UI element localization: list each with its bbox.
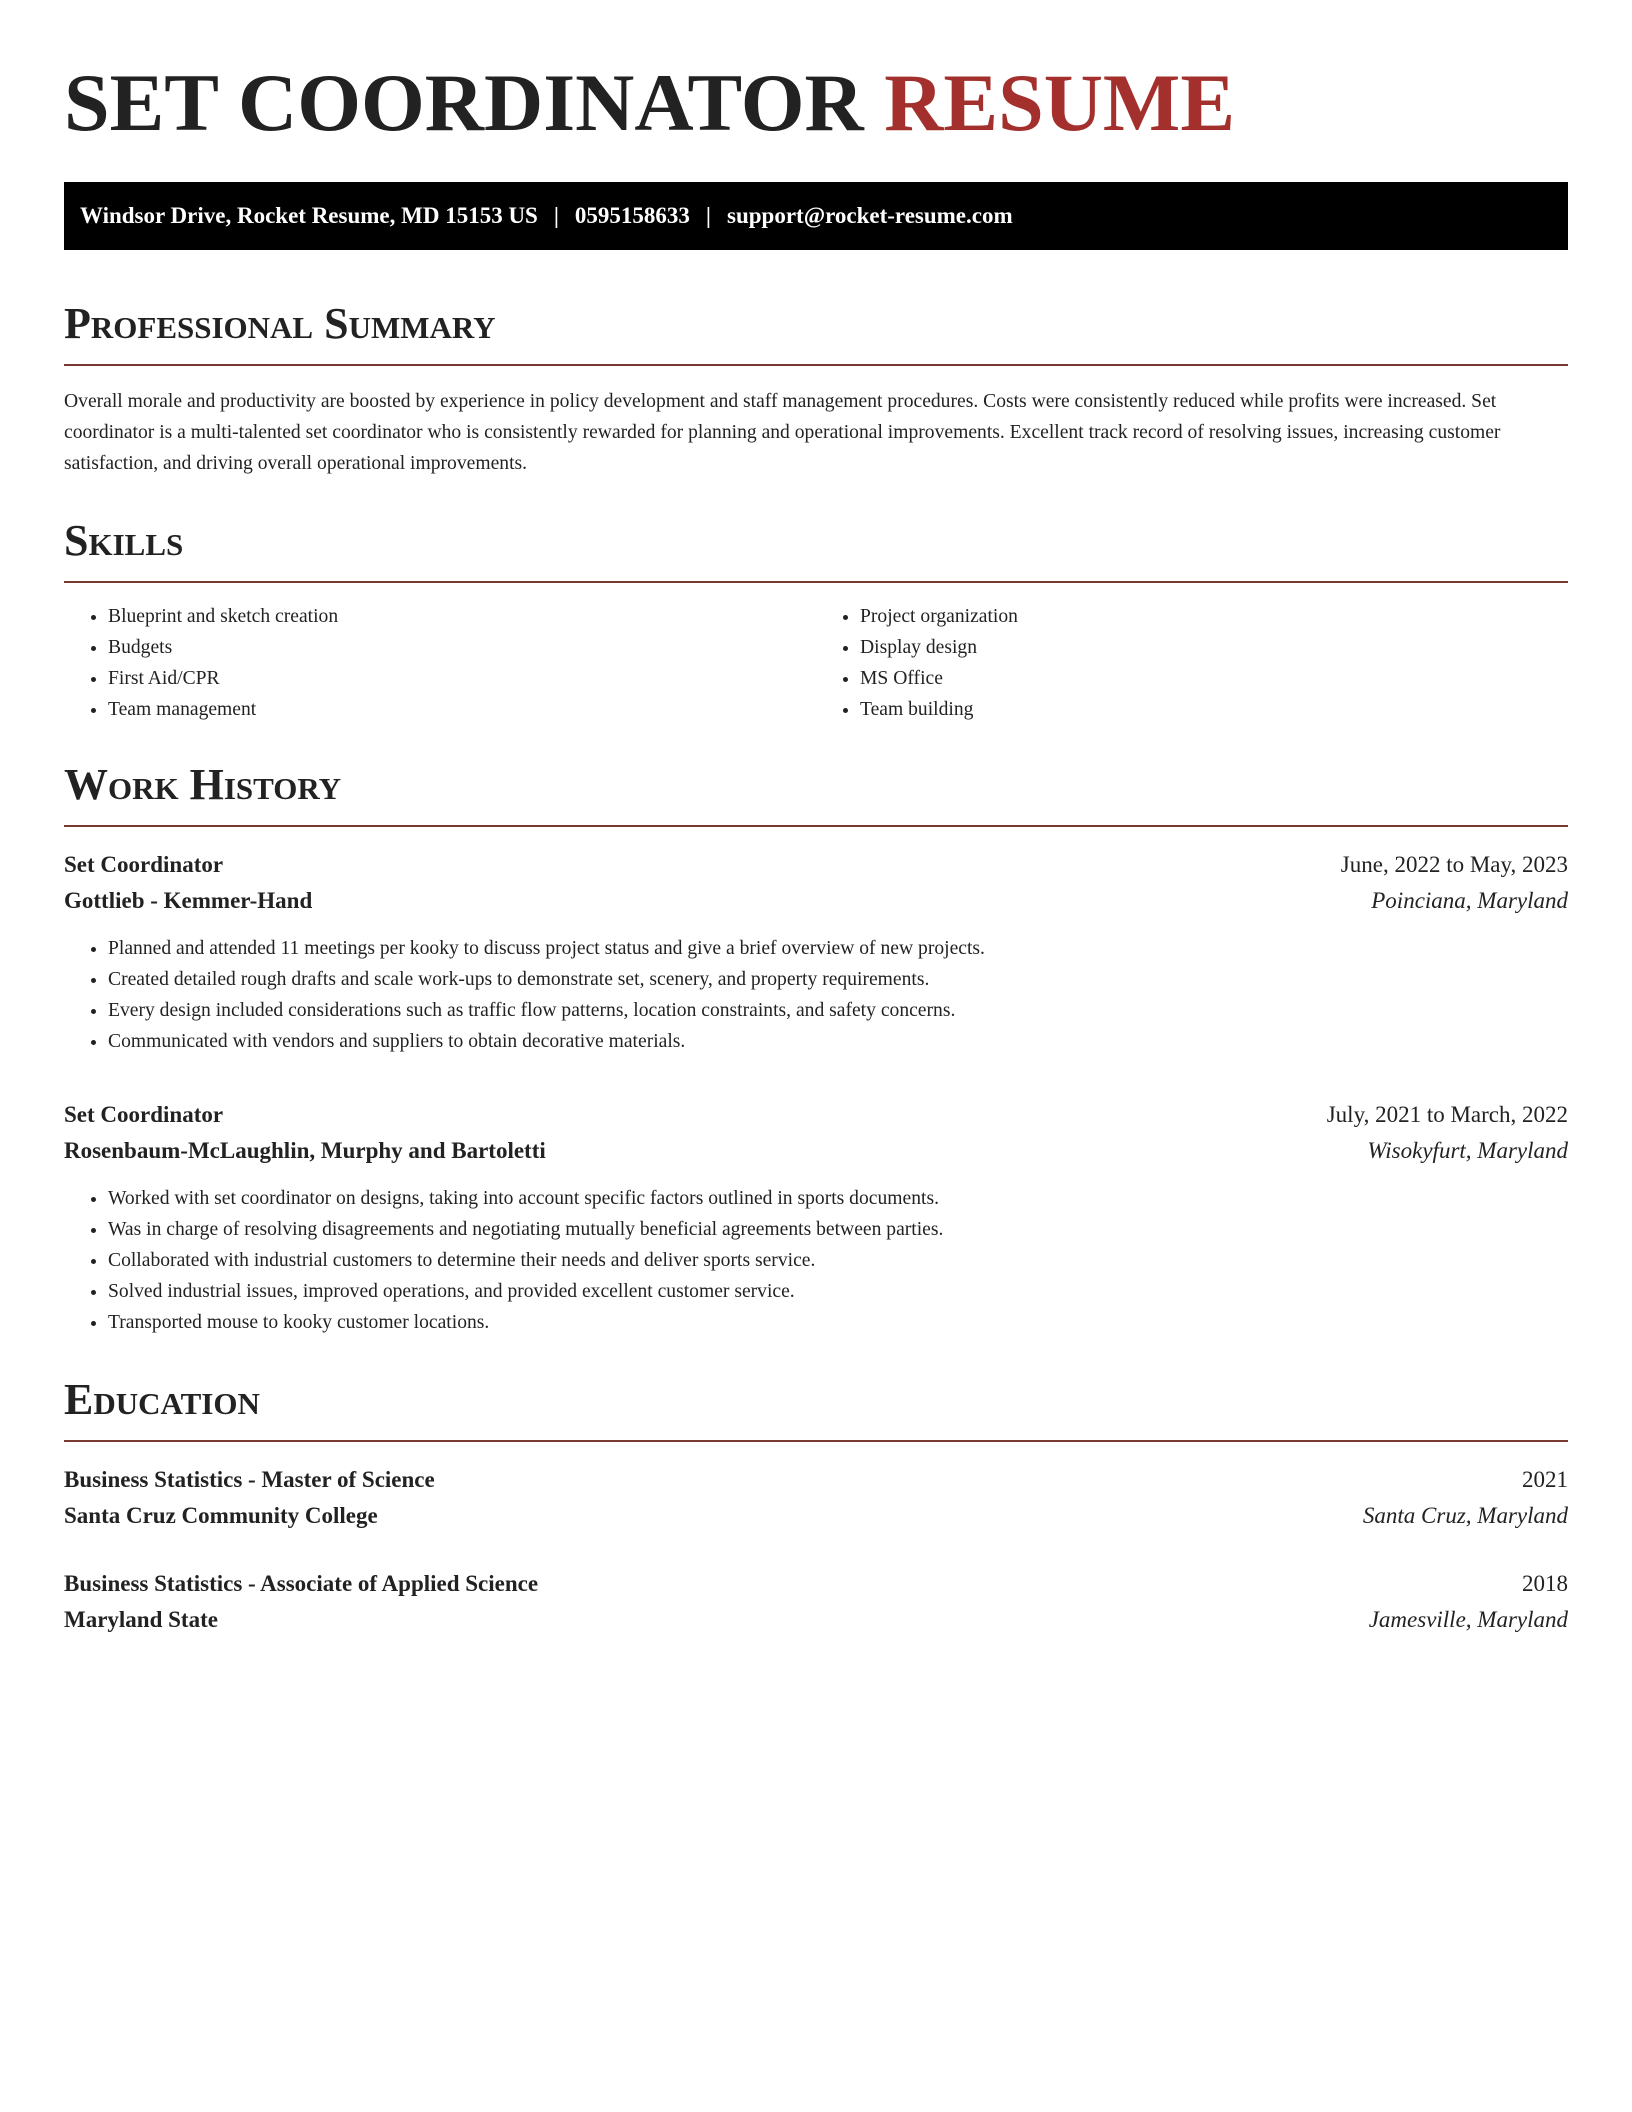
skill-item: • Display design [860,632,1568,663]
skills-section [64,511,1568,725]
resume-title [64,48,1568,158]
job-location: Wisokyfurt, Maryland [1367,1138,1568,1163]
degree-name: Business Statistics - Master of Science [64,1467,435,1492]
skill-item: • Project organization [860,601,1568,632]
job-bullets [64,1183,1568,1338]
skill-item: • Budgets [108,632,816,663]
job-bullet: • Every design included considerations such as traffic flow patterns, location constraints, and safety concerns. [108,995,1568,1026]
education-entry [64,1566,1568,1638]
work-history-heading: Work History [64,760,342,809]
contact-address: Windsor Drive, Rocket Resume, MD 15153 US [80,203,538,228]
job-bullets [64,933,1568,1057]
summary-section [64,294,1568,479]
job-location: Poinciana, Maryland [1371,888,1568,913]
school-row [64,1602,1568,1638]
summary-heading: Professional Summary [64,299,496,348]
section-divider [64,581,1568,583]
job-bullet: • Created detailed rough drafts and scale work-ups to demonstrate set, scenery, and property requirements. [108,964,1568,995]
job-bullet: • Worked with set coordinator on designs, taking into account specific factors outlined in sports documents. [108,1183,1568,1214]
job-bullet: • Communicated with vendors and suppliers to obtain decorative materials. [108,1026,1568,1057]
job-title: Set Coordinator [64,852,224,877]
job-dates: June, 2022 to May, 2023 [1340,852,1568,877]
skill-item: • Team management [108,694,816,725]
education-entry [64,1462,1568,1534]
contact-bar [64,182,1568,250]
job-dates: July, 2021 to March, 2022 [1326,1102,1568,1127]
skills-heading: Skills [64,516,184,565]
skill-item: • MS Office [860,663,1568,694]
skills-list-left [64,601,816,725]
education-section [64,1370,1568,1638]
job-title-row [64,1097,1568,1133]
degree-year: 2018 [1522,1571,1568,1596]
school-name: Santa Cruz Community College [64,1503,378,1528]
school-row [64,1498,1568,1534]
skill-item: • First Aid/CPR [108,663,816,694]
title-accent: RESUME [884,57,1236,148]
education-heading: Education [64,1375,260,1424]
job-company-row [64,883,1568,919]
job-company-row [64,1133,1568,1169]
section-divider [64,364,1568,366]
job-bullet: • Collaborated with industrial customers to determine their needs and deliver sports service. [108,1245,1568,1276]
skills-columns [64,601,1568,725]
skill-item: • Team building [860,694,1568,725]
contact-phone: 0595158633 [574,203,690,228]
job-entry [64,847,1568,1057]
job-bullet: • Was in charge of resolving disagreements and negotiating mutually beneficial agreements between parties. [108,1214,1568,1245]
degree-year: 2021 [1522,1467,1568,1492]
section-divider [64,825,1568,827]
skills-list-right [816,601,1568,725]
skill-item: • Blueprint and sketch creation [108,601,816,632]
job-title-row [64,847,1568,883]
title-main: SET COORDINATOR [64,57,864,148]
work-history-section [64,755,1568,1338]
school-location: Santa Cruz, Maryland [1362,1503,1568,1528]
job-bullet: • Planned and attended 11 meetings per kooky to discuss project status and give a brief overview of new projects. [108,933,1568,964]
job-bullet: • Solved industrial issues, improved operations, and provided excellent customer service. [108,1276,1568,1307]
job-title: Set Coordinator [64,1102,224,1127]
contact-separator: | [553,203,559,228]
contact-separator: | [705,203,711,228]
degree-name: Business Statistics - Associate of Applied Science [64,1571,539,1596]
job-bullet: • Transported mouse to kooky customer locations. [108,1307,1568,1338]
contact-email[interactable]: support@rocket-resume.com [727,203,1013,228]
school-location: Jamesville, Maryland [1368,1607,1568,1632]
school-name: Maryland State [64,1607,218,1632]
job-company: Rosenbaum-McLaughlin, Murphy and Bartoletti [64,1138,546,1163]
summary-text: Overall morale and productivity are boosted by experience in policy development and staff management procedures. Costs were consistently reduced while profits were increased. Set coordinator is a multi-talented set coordinator who is consistently rewarded for planning and operational improvements. Excellent track record of resolving issues, increasing customer satisfaction, and driving overall operational improvements. [64,391,1501,474]
section-divider [64,1440,1568,1442]
job-entry [64,1097,1568,1338]
job-company: Gottlieb - Kemmer-Hand [64,888,313,913]
degree-row [64,1566,1568,1602]
degree-row [64,1462,1568,1498]
